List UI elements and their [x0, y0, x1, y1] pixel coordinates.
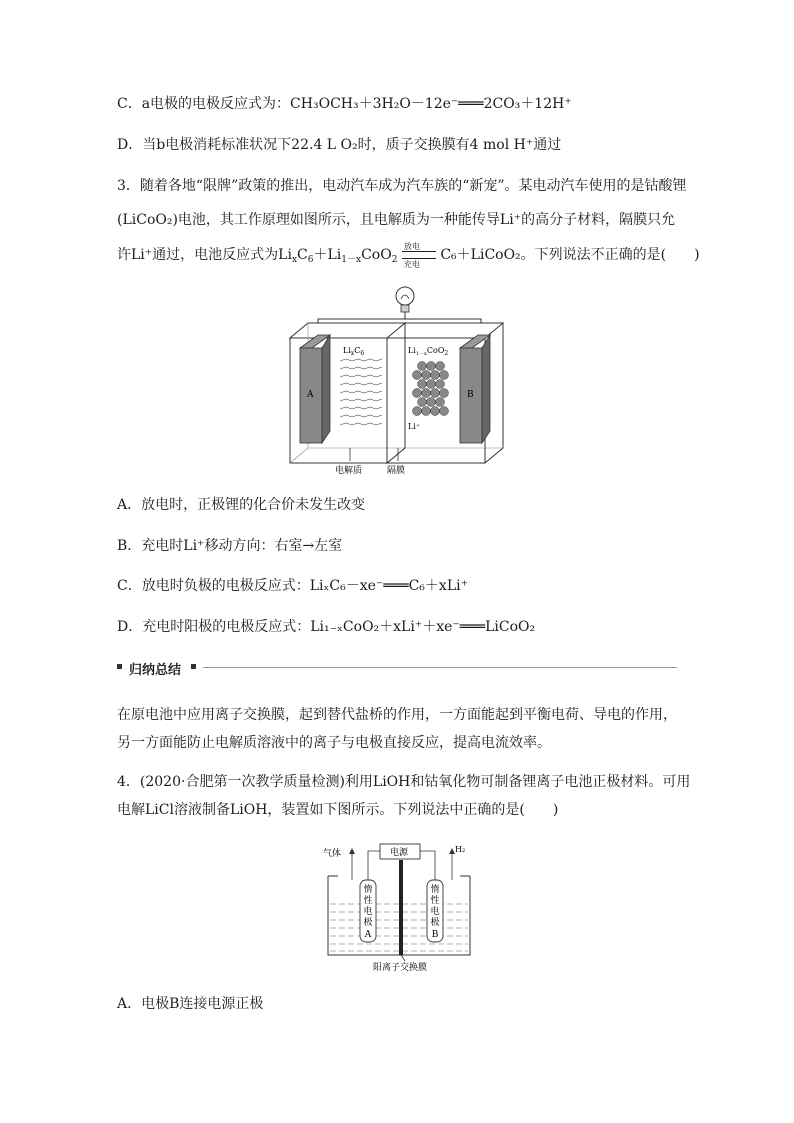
- q3-line3-sub3: 1－x: [341, 255, 362, 265]
- electrode-a-char1: 惰: [363, 885, 373, 895]
- licoo2-lattice: [413, 362, 449, 416]
- electrode-b-char4: 极: [430, 918, 440, 928]
- h2-label: H₂: [455, 845, 466, 854]
- q3-line3-sub1: x: [291, 255, 298, 265]
- left-label-sub1: x: [350, 350, 355, 357]
- summary-header: [117, 659, 677, 677]
- square-bullet-icon: [117, 664, 122, 669]
- q3-option-c: C．放电时负极的电极反应式：LiₓC₆－xe⁻═══C₆＋xLi⁺: [117, 578, 468, 594]
- reversible-arrow: [402, 242, 436, 269]
- electrode-b-char3: 电: [430, 907, 440, 917]
- arrow-charge-label: 充电: [403, 260, 420, 269]
- graphite-layers: [340, 359, 382, 425]
- left-label-li: Li: [343, 346, 351, 355]
- left-label-mid: C: [354, 346, 361, 355]
- power-label: 电源: [390, 848, 409, 858]
- gas-label: 气体: [323, 849, 342, 859]
- q3-line3-mid1: C: [297, 247, 308, 263]
- q3-line3-mid2: ＋Li: [313, 247, 342, 263]
- left-label-sub2: 6: [360, 350, 365, 357]
- electrode-b-label: B: [467, 390, 474, 400]
- q3-stem-line1: 3．随着各地“限牌”政策的推出，电动汽车成为汽车族的“新宠”。某电动汽车使用的是钴酸锂: [117, 178, 687, 194]
- electrode-b-char1: 惰: [430, 885, 440, 895]
- left-chamber-label: [343, 346, 364, 357]
- electrolysis-diagram: [320, 840, 480, 975]
- q4-option-a: A．电极B连接电源正极: [117, 996, 264, 1012]
- right-chamber-label: [408, 346, 448, 357]
- electrode-a-char5: A: [364, 930, 372, 940]
- electrode-a-char3: 电: [363, 907, 373, 917]
- q3-option-b: B．充电时Li⁺移动方向：右室→左室: [117, 538, 343, 554]
- summary-title: 归纳总结: [129, 663, 182, 678]
- q3-option-d: D．充电时阳极的电极反应式：Li₁₋ₓCoO₂＋xLi⁺＋xe⁻═══LiCoO₂: [117, 619, 536, 635]
- q3-stem-line3: [117, 242, 700, 270]
- separator-label: 隔膜: [387, 466, 406, 476]
- arrow-discharge-label: 放电: [403, 242, 420, 251]
- right-label-tail: CoO: [426, 346, 445, 355]
- q2-option-d: D．当b电极消耗标准状况下22.4 L O₂时，质子交换膜有4 mol H⁺通过: [117, 137, 562, 153]
- q2-option-c: C．a电极的电极反应式为：CH₃OCH₃＋3H₂O－12e⁻═══2CO₃＋12H⁺: [117, 96, 572, 112]
- q3-option-a: A．放电时，正极锂的化合价未发生改变: [117, 497, 366, 513]
- summary-rule: [203, 667, 677, 668]
- right-label-sub2: 2: [444, 350, 449, 357]
- electrode-b-char2: 性: [430, 896, 440, 906]
- summary-line1: 在原电池中应用离子交换膜，起到替代盐桥的作用，一方面能起到平衡电荷、导电的作用，: [117, 707, 677, 723]
- right-label-sub: 1－x: [415, 351, 427, 357]
- electrode-b-char5: B: [431, 930, 439, 940]
- q3-stem-line2: (LiCoO₂)电池，其工作原理如图所示，且电解质为一种能传导Li⁺的高分子材料，隔膜只允: [117, 212, 676, 228]
- q3-line3-post: C₆＋LiCoO₂。下列说法不正确的是( ): [440, 247, 700, 263]
- q3-line3-mid3: CoO: [361, 247, 392, 263]
- right-label-li: Li: [408, 346, 416, 355]
- square-dot-icon: [191, 664, 196, 669]
- electrode-a-char4: 极: [363, 918, 373, 928]
- battery-diagram: [285, 283, 515, 478]
- bulb-icon: [396, 287, 414, 305]
- separator-membrane: [387, 323, 405, 463]
- q3-line3-sub2: 6: [307, 255, 314, 265]
- q3-line3-pre: 许Li⁺通过，电池反应式为Li: [117, 247, 292, 263]
- cation-exchange-membrane: [399, 860, 403, 955]
- membrane-label: 阳离子交换膜: [373, 963, 428, 973]
- electrode-a-char2: 性: [363, 896, 373, 906]
- electrolyte-label: 电解质: [335, 466, 363, 476]
- electrode-a-label: A: [307, 390, 314, 400]
- summary-line2: 另一方面能防止电解质溶液中的离子与电极直接反应，提高电流效率。: [117, 735, 551, 751]
- ion-label: Li⁺: [408, 422, 421, 431]
- q4-stem-line1: 4．(2020·合肥第一次教学质量检测)利用LiOH和钴氧化物可制备锂离子电池正极材料。可用: [117, 774, 691, 790]
- q3-line3-sub4: 2: [391, 255, 398, 265]
- q4-stem-line2: 电解LiCl溶液制备LiOH，装置如下图所示。下列说法中正确的是( ): [117, 802, 559, 818]
